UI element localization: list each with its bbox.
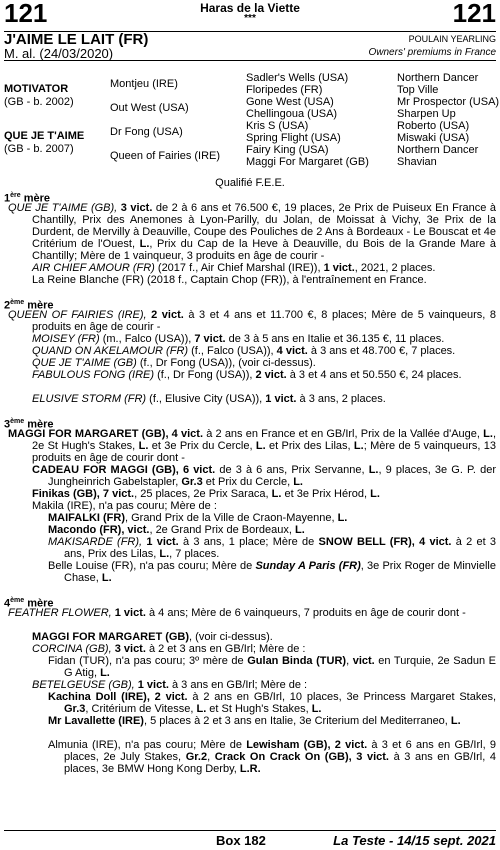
mere4-entry — [4, 643, 496, 655]
pedigree-gen2: Montjeu (IRE) — [110, 78, 178, 90]
box-number: Box 182 — [216, 833, 266, 848]
text-run: à 3 ans en GB/Irl, 4 places, 3e BMW Hong Kong Derby, — [64, 751, 496, 776]
text-run: QUE JE T'AIME (GB), — [8, 202, 121, 214]
text-run: QUAND ON AKELAMOUR (FR) — [32, 345, 189, 357]
text-run: CADEAU FOR MAGGI (GB), 6 vict. — [32, 464, 216, 476]
text-run: à 3 ans, 2 places. — [296, 393, 386, 405]
text-run: Gulan Binda (TUR) — [247, 655, 347, 667]
text-run: (2017 f., Air Chief Marshal (IRE)), — [154, 262, 324, 274]
text-run: (m., Falco (USA)), — [99, 333, 195, 345]
pedigree-gen3: Sadler's Wells (USA) — [246, 72, 349, 84]
text-run: Mr Lavallette (IRE) — [48, 715, 144, 727]
pedigree-gen3: Maggi For Margaret (GB) — [246, 156, 369, 168]
text-run: , Critérium de Vitesse, — [85, 703, 197, 716]
text-run: 4 vict. — [276, 345, 308, 357]
text-run: 1 vict. — [323, 262, 355, 274]
text-run: Fidan (TUR), n'a pas couru; 3º mère de — [48, 655, 248, 667]
text-run: et St Hugh's Stakes, — [206, 703, 312, 716]
text-run: L. — [100, 667, 110, 680]
text-run: MAKISARDE (FR), — [48, 536, 147, 548]
text-run: , Prix du Cap de la Heve à Deauville, du Bois de la Grande Mare à Chantilly; Mère de 1 vainqueur, 3 produits en âge de courir - — [32, 238, 497, 263]
text-run: à 3 ans, 1 place; Mère de — [178, 536, 319, 548]
text-run: Gr.3 — [64, 703, 86, 716]
text-run: L. — [353, 440, 364, 453]
pedigree-gen3: Chellingoua (USA) — [246, 108, 338, 120]
mere3-entry — [4, 524, 496, 536]
qualification-note: Qualifié F.E.E. — [215, 177, 285, 189]
text-run: L. — [450, 715, 461, 727]
mere3-entry — [4, 512, 496, 524]
text-run: L. — [294, 524, 305, 536]
text-run: Gr.2 — [185, 751, 208, 764]
pedigree-gen4: Shavian — [397, 156, 437, 168]
pedigree-gen4: Miswaki (USA) — [397, 132, 470, 144]
mere3-entry — [4, 488, 496, 500]
text-run: à 4 ans; Mère de 6 vainqueurs, 7 produits en âge de courir dont - — [145, 607, 466, 619]
text-run: Crack On Crack On (GB), 3 vict. — [214, 751, 389, 764]
text-run: en Turquie, 2e Sadun E G Atig, — [64, 655, 496, 680]
text-run: vict. — [352, 655, 375, 667]
sale-category: POULAIN YEARLING — [408, 34, 496, 44]
text-run: SNOW BELL (FR), 4 vict. — [318, 536, 452, 548]
text-run: La Reine Blanche (FR) (2018 f., Captain Chop (FR)), à l'entraînement en France. — [32, 274, 427, 286]
text-run: , 3e Prix Roger de Minvielle Chase, — [64, 560, 496, 585]
text-run: L. — [101, 572, 112, 585]
pedigree-gen2: Out West (USA) — [110, 102, 189, 114]
text-run: L. — [138, 440, 149, 453]
text-run: L. — [483, 428, 493, 440]
pedigree-gen4: Roberto (USA) — [397, 120, 470, 132]
mere3-entry — [4, 500, 496, 512]
text-run: , — [207, 751, 215, 764]
text-run: L. — [159, 548, 170, 561]
consignor-stars: *** — [244, 13, 256, 24]
text-run: et Prix du Cercle, — [202, 476, 294, 489]
mere4-entry — [4, 679, 496, 691]
text-run: FABULOUS FONG (IRE) — [32, 369, 155, 381]
text-run: MOISEY (FR) — [32, 333, 100, 345]
text-run: à 3 ans en GB/Irl; Mère de : — [168, 679, 308, 691]
text-run: L. — [311, 703, 322, 716]
section-heading-mere4: 4ème mère — [4, 597, 54, 610]
lot-number-right: 121 — [452, 0, 496, 28]
text-run: et 3e Prix du Cercle, — [148, 440, 256, 453]
owners-premium-note: Owners' premiums in France — [368, 47, 496, 58]
text-run: à 3 et 6 ans en GB/Irl, 9 places, 2e July Stakes, — [64, 739, 497, 764]
text-run: AIR CHIEF AMOUR (FR) — [32, 262, 155, 274]
text-run: L. — [370, 488, 380, 500]
mere2-entry — [4, 369, 496, 381]
sire-name: MOTIVATOR — [4, 83, 69, 95]
text-run: MAIFALKI (FR) — [48, 512, 125, 524]
pedigree-gen2: Queen of Fairies (IRE) — [110, 150, 221, 162]
text-run: 7 vict. — [194, 333, 226, 345]
text-run: (f., Falco (USA)), — [188, 345, 277, 357]
text-run: CORCINA (GB), — [32, 643, 115, 655]
pedigree-gen3: Floripedes (FR) — [246, 84, 323, 96]
text-run: de 2 à 6 ans et 76.500 €, 19 places, 2e Prix de Puiseux En France à Chantilly, Prix des Anemones à Lyon-Parilly, du Jolan, de Moissat à Vichy, 3e Prix de la Durdent, de Mervilly à Deauville, Coupe des Pouliches de 2 Ans à Bordeaux - Le Bouscat et 4e Critérium de l'Ouest, — [32, 202, 497, 251]
mere3-entry — [4, 464, 496, 488]
section-heading-mere1: 1ère mère — [4, 192, 50, 205]
text-run: , 2e Grand Prix de Bordeaux, — [149, 524, 295, 536]
text-run: FEATHER FLOWER, — [8, 607, 115, 619]
text-run: 1 vict. — [265, 393, 297, 405]
text-run: à 2 ans en GB/Irl, 10 places, 3e Princess Margaret Stakes, — [187, 691, 497, 703]
text-run: L. — [196, 703, 207, 716]
text-run: MAGGI FOR MARGARET (GB) — [32, 631, 190, 643]
text-run: Makila (IRE), n'a pas couru; Mère de : — [32, 500, 217, 512]
text-run: 3 vict. — [120, 202, 153, 214]
text-run: L.R. — [239, 763, 261, 776]
horse-description: M. al. (24/03/2020) — [4, 46, 114, 61]
dam-name: QUE JE T'AIME — [4, 130, 85, 142]
text-run: 1 vict. — [137, 679, 169, 691]
text-run: , 9 places, 3e G. P. der Jungheinrich Gabelstapler, — [48, 464, 496, 489]
mere2-entry — [4, 357, 496, 369]
pedigree-gen4: Northern Dancer — [397, 72, 479, 84]
text-run: et 3e Prix Hérod, — [281, 488, 371, 500]
text-run: L. — [368, 464, 379, 476]
section-heading-mere3: 3ème mère — [4, 418, 54, 431]
text-run: L. — [271, 488, 282, 500]
text-run: de 3 à 6 ans, Prix Servanne, — [215, 464, 369, 476]
mere4-entry — [4, 715, 496, 727]
lot-number-left: 121 — [4, 0, 48, 28]
text-run: (f., Dr Fong (USA)), (voir ci-dessus). — [136, 357, 316, 369]
text-run: à 3 et 4 ans et 50.550 €, 24 places. — [286, 369, 462, 381]
text-run: de 3 à 5 ans en Italie et 36.135 €, 11 places. — [225, 333, 445, 345]
text-run: , 2e St Hugh's Stakes, — [32, 428, 496, 453]
section-heading-mere2: 2ème mère — [4, 299, 54, 312]
mere4-entry — [4, 607, 496, 619]
mere4-entry — [4, 655, 496, 679]
text-run: Almunia (IRE), n'a pas couru; Mère de — [48, 739, 247, 751]
text-run: MAGGI FOR MARGARET (GB), 4 vict. — [8, 428, 204, 440]
text-run: ; Mère de 5 vainqueurs, 13 produits en âge de courir dont - — [32, 440, 496, 465]
mere3-entry — [4, 428, 496, 464]
pedigree-gen3: Gone West (USA) — [246, 96, 334, 108]
text-run: à 3 ans et 48.700 €, 7 places. — [307, 345, 456, 357]
pedigree-gen3: Spring Flight (USA) — [246, 132, 341, 144]
text-run: Belle Louise (FR), n'a pas couru; Mère de — [48, 560, 256, 572]
pedigree-gen4: Top Ville — [397, 84, 439, 96]
pedigree-gen4: Sharpen Up — [397, 108, 456, 120]
mere1-entry — [4, 202, 496, 262]
mere2-entry — [4, 309, 496, 333]
text-run: BETELGEUSE (GB), — [32, 679, 138, 691]
mere4-entry — [4, 739, 496, 775]
text-run: Finikas (GB), 7 vict. — [32, 488, 135, 500]
consignor-name: Haras de la Viette — [200, 1, 300, 15]
sire-info: (GB - b. 2002) — [4, 96, 74, 108]
text-run: , — [346, 655, 353, 667]
pedigree-top-rule — [4, 60, 496, 61]
text-run: 2 vict. — [255, 369, 287, 381]
mere3-entry — [4, 536, 496, 560]
text-run: à 2 et 3 ans en GB/Irl; Mère de : — [145, 643, 306, 655]
mere1-entry — [4, 262, 496, 274]
mere2-entry — [4, 333, 496, 345]
mere2-entry — [4, 393, 496, 405]
text-run: 1 vict. — [146, 536, 179, 548]
text-run: (f., Dr Fong (USA)), — [154, 369, 256, 381]
text-run: , Grand Prix de la Ville de Craon-Mayenne, — [124, 512, 338, 524]
text-run: , 25 places, 2e Prix Saraca, — [134, 488, 272, 500]
text-run: Gr.3 — [181, 476, 203, 489]
pedigree-gen4: Mr Prospector (USA) — [397, 96, 500, 108]
text-run: , (voir ci-dessus). — [189, 631, 273, 643]
mere3-entry — [4, 560, 496, 584]
footer-rule — [4, 830, 496, 831]
text-run: ELUSIVE STORM (FR) — [32, 393, 147, 405]
mere1-entry — [4, 274, 496, 286]
text-run: Macondo (FR), vict. — [48, 524, 150, 536]
text-run: et Prix des Lilas, — [265, 440, 354, 453]
text-run: QUEEN OF FAIRIES (IRE), — [8, 309, 152, 321]
text-run: Sunday A Paris (FR) — [255, 560, 361, 572]
text-run: 1 vict. — [114, 607, 146, 619]
pedigree-gen3: Fairy King (USA) — [246, 144, 329, 156]
mere4-entry — [4, 631, 496, 643]
sale-location-date: La Teste - 14/15 sept. 2021 — [333, 833, 496, 848]
text-run: Kachina Doll (IRE), 2 vict. — [48, 691, 188, 703]
text-run: à 2 et 3 ans, Prix des Lilas, — [64, 536, 496, 561]
text-run: , 7 places. — [169, 548, 220, 561]
text-run: L. — [139, 238, 150, 251]
text-run: QUE JE T'AIME (GB) — [32, 357, 137, 369]
text-run: 3 vict. — [114, 643, 146, 655]
pedigree-gen4: Northern Dancer — [397, 144, 479, 156]
text-run: L. — [255, 440, 266, 453]
pedigree-gen2: Dr Fong (USA) — [110, 126, 183, 138]
mere2-entry — [4, 345, 496, 357]
mere4-entry — [4, 691, 496, 715]
horse-name: J'AIME LE LAIT (FR) — [4, 31, 149, 48]
dam-info: (GB - b. 2007) — [4, 143, 74, 155]
text-run: à 3 et 4 ans et 11.700 €, 8 places; Mère de 5 vainqueurs, 8 produits en âge de courir - — [32, 309, 497, 334]
text-run: , 2021, 2 places. — [354, 262, 436, 274]
text-run: à 2 ans en France et en GB/Irl, Prix de la Vallée d'Auge, — [203, 428, 484, 440]
text-run: L. — [293, 476, 303, 489]
text-run: , 5 places à 2 et 3 ans en Italie, 3e Criterium del Mediterraneo, — [143, 715, 451, 727]
text-run: (f., Elusive City (USA)), — [146, 393, 266, 405]
pedigree-gen3: Kris S (USA) — [246, 120, 309, 132]
text-run: 2 vict. — [151, 309, 184, 321]
text-run: Lewisham (GB), 2 vict. — [246, 739, 368, 751]
text-run: L. — [337, 512, 348, 524]
